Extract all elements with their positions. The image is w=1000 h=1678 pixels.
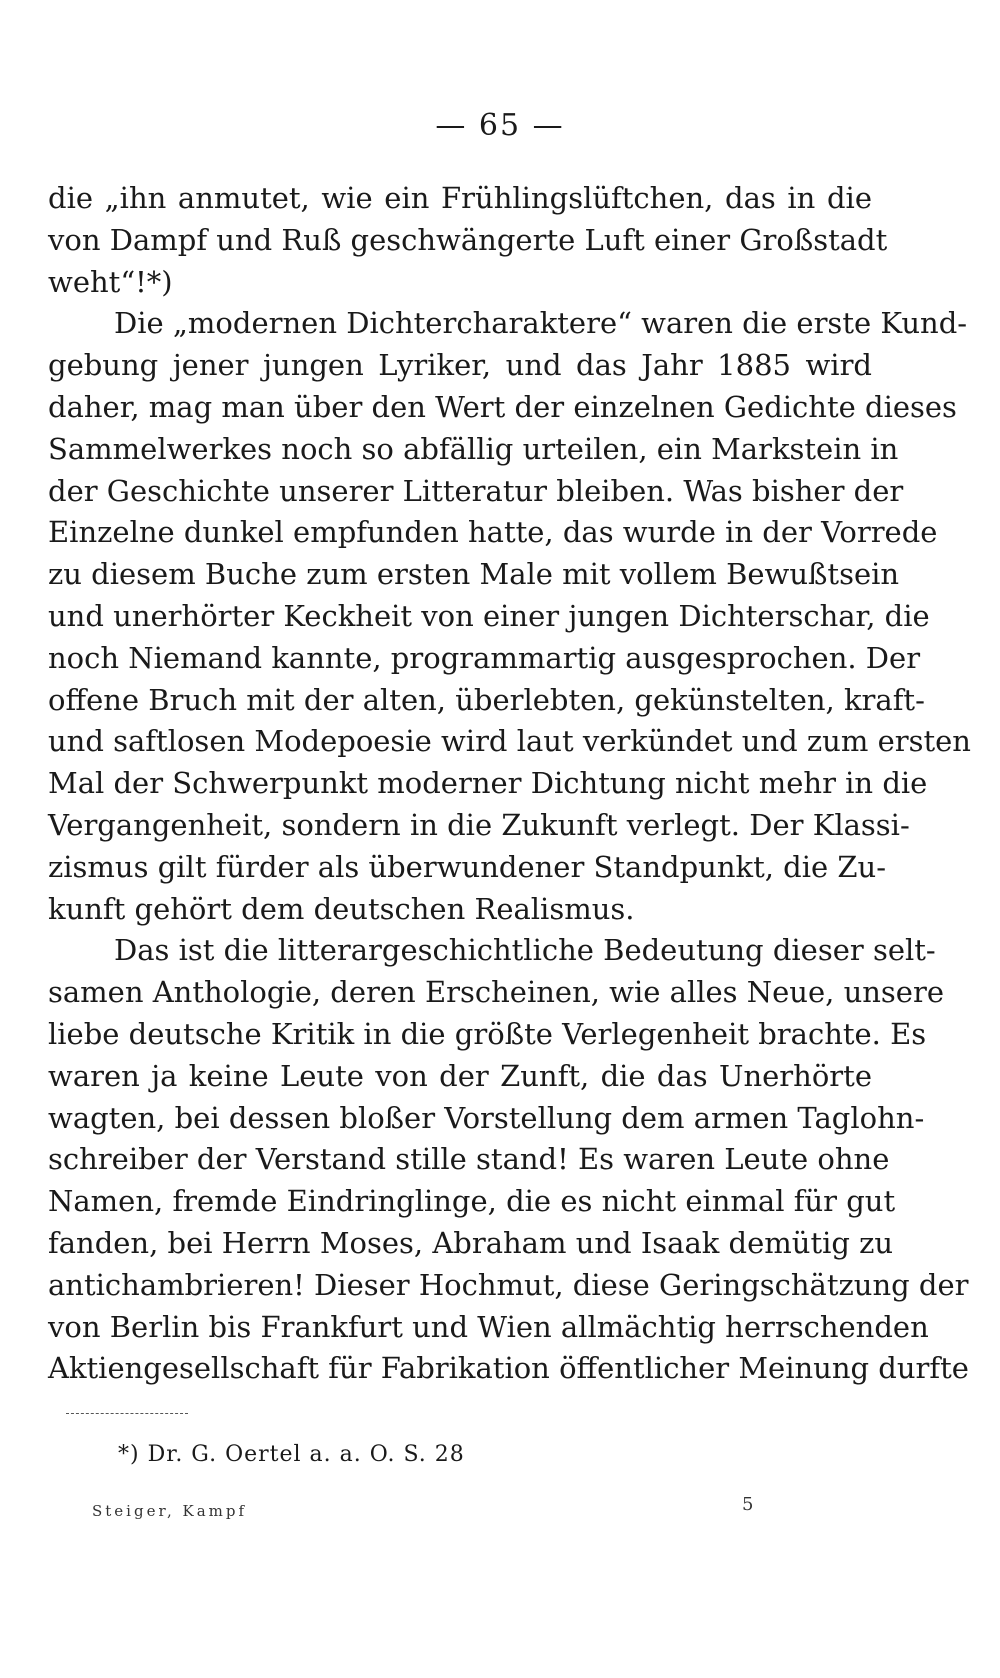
text-line: von Dampf und Ruß geschwängerte Luft einer Großstadt bbox=[48, 222, 888, 257]
text-line: fanden, bei Herrn Moses, Abraham und Isaak demütig zu bbox=[48, 1225, 894, 1260]
text-line: liebe deutsche Kritik in die größte Verlegenheit brachte. Es bbox=[48, 1016, 927, 1051]
text-line: samen Anthologie, deren Erscheinen, wie alles Neue, unsere bbox=[48, 975, 944, 1010]
sheet-number: 5 bbox=[742, 1494, 754, 1515]
text-line: schreiber der Verstand stille stand! Es waren Leute ohne bbox=[48, 1142, 890, 1177]
text-line: Einzelne dunkel empfunden hatte, das wurde in der Vorrede bbox=[48, 515, 938, 550]
text-line: Mal der Schwerpunkt moderner Dichtung nicht mehr in die bbox=[48, 766, 928, 801]
body-text bbox=[48, 178, 971, 1390]
text-line: der Geschichte unserer Litteratur bleiben. Was bisher der bbox=[48, 473, 904, 508]
text-line: daher, mag man über den Wert der einzelnen Gedichte dieses bbox=[48, 389, 957, 424]
footnote: *) Dr. G. Oertel a. a. O. S. 28 bbox=[118, 1442, 465, 1467]
text-line: Die „modernen Dichtercharaktere“ waren die erste Kund- bbox=[114, 306, 968, 341]
text-line: gebung jener jungen Lyriker, und das Jahr 1885 wird bbox=[48, 348, 872, 383]
text-line: zismus gilt fürder als überwundener Standpunkt, die Zu- bbox=[48, 849, 887, 884]
text-line: Namen, fremde Eindringlinge, die es nicht einmal für gut bbox=[48, 1184, 896, 1219]
text-line: Vergangenheit, sondern in die Zukunft verlegt. Der Klassi- bbox=[48, 807, 910, 842]
text-line: wagten, bei dessen bloßer Vorstellung dem armen Taglohn- bbox=[48, 1100, 925, 1135]
text-line: von Berlin bis Frankfurt und Wien allmächtig herrschenden bbox=[48, 1309, 929, 1344]
text-line: die „ihn anmutet, wie ein Frühlingslüftchen, das in die bbox=[48, 181, 872, 215]
text-line: antichambrieren! Dieser Hochmut, diese Geringschätzung der bbox=[48, 1267, 969, 1302]
text-line: weht“!*) bbox=[48, 264, 173, 299]
text-line: Sammelwerkes noch so abfällig urteilen, ein Markstein in bbox=[48, 431, 899, 466]
page-number: — 65 — bbox=[435, 108, 565, 143]
text-line: Aktiengesellschaft für Fabrikation öffentlicher Meinung durfte bbox=[48, 1351, 969, 1386]
text-line: zu diesem Buche zum ersten Male mit vollem Bewußtsein bbox=[48, 557, 900, 592]
text-line: und saftlosen Modepoesie wird laut verkündet und zum ersten bbox=[48, 724, 971, 759]
text-line: noch Niemand kannte, programmartig ausgesprochen. Der bbox=[48, 640, 921, 675]
printer-signature: Steiger, Kampf bbox=[92, 1502, 248, 1520]
text-line: waren ja keine Leute von der Zunft, die das Unerhörte bbox=[48, 1058, 872, 1093]
footnote-divider bbox=[66, 1413, 188, 1414]
text-line: offene Bruch mit der alten, überlebten, gekünstelten, kraft- bbox=[48, 682, 925, 717]
text-line: und unerhörter Keckheit von einer jungen Dichterschar, die bbox=[48, 598, 930, 633]
text-line: Das ist die litterargeschichtliche Bedeutung dieser selt- bbox=[114, 933, 936, 968]
text-line: kunft gehört dem deutschen Realismus. bbox=[48, 891, 635, 926]
